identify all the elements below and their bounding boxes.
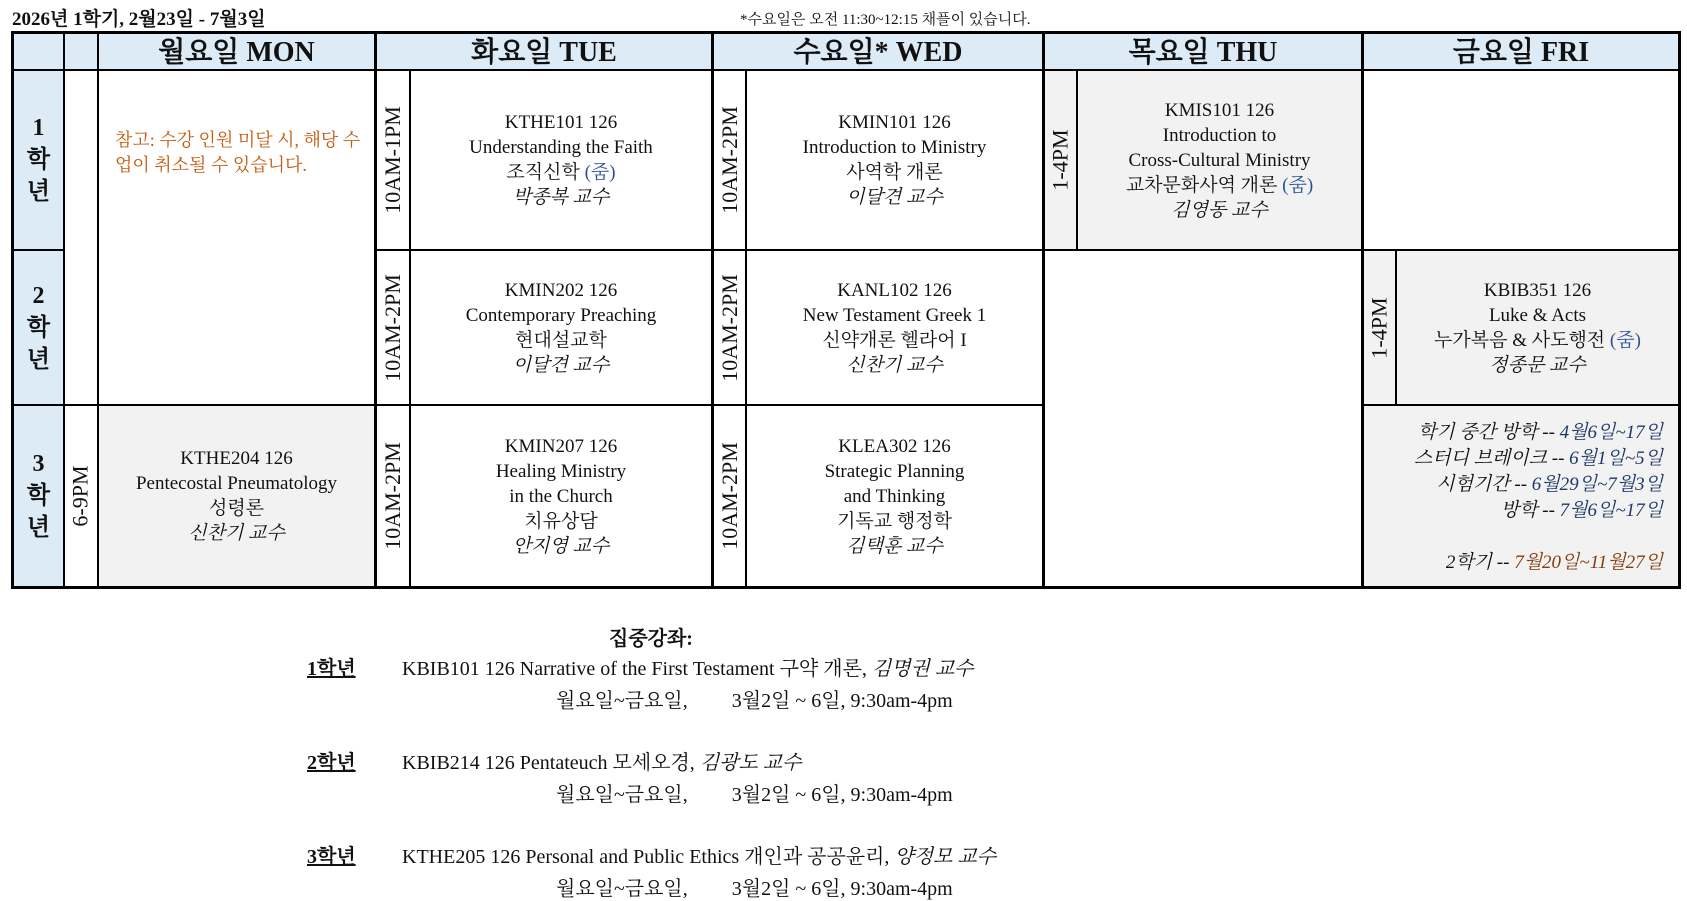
intensive-when-2: 월요일~금요일, 3월2일 ~ 6일, 9:30am-4pm (556, 784, 953, 806)
course-y3-wed: KLEA302 126 Strategic Planning and Thinking 기독교 행정학 김택훈 교수 (824, 435, 965, 557)
timetable (11, 31, 1681, 589)
intensive-course-1: KBIB101 126 Narrative of the First Testament 구약 개론, 김명권 교수 (402, 658, 974, 680)
course-y1-tue: KTHE101 126 Understanding the Faith 조직신학 (줌) 박종복 교수 (469, 112, 653, 208)
course-y2-fri: KBIB351 126 Luke & Acts 누가복음 & 사도행전 (줌) 정종문 교수 (1434, 279, 1641, 376)
course-y2-wed: KANL102 126 New Testament Greek 1 신약개론 헬라어 I 신찬기 교수 (802, 279, 987, 376)
day-header-thu: 목요일 THU (1128, 37, 1278, 68)
day-header-tue: 화요일 TUE (471, 37, 617, 68)
day-header-mon: 월요일 MON (158, 37, 315, 68)
time-y3-wed: 10AM-2PM (716, 442, 742, 550)
course-y3-tue: KMIN207 126 Healing Ministry in the Church 치유상담 안지영 교수 (495, 435, 627, 557)
course-y2-tue: KMIN202 126 Contemporary Preaching 현대설교학 이달견 교수 (465, 279, 657, 376)
course-y1-wed: KMIN101 126 Introduction to Ministry 사역학 개론 이달견 교수 (802, 112, 987, 208)
intensive-when-3: 월요일~금요일, 3월2일 ~ 6일, 9:30am-4pm (556, 878, 953, 900)
time-y1-wed: 10AM-2PM (716, 106, 742, 214)
chapel-note: *수요일은 오전 11:30~12:15 채플이 있습니다. (740, 12, 1031, 28)
time-y2-wed: 10AM-2PM (716, 273, 742, 382)
break-second-semester: 2학기 -- 7월20일~11월27일 (1445, 552, 1663, 573)
break-vacation: 방학 -- 7월6일~17일 (1500, 500, 1663, 521)
year-header-1: 1 학 년 (26, 115, 51, 205)
intensive-year-3: 3학년 (307, 846, 356, 868)
year-header-2: 2 학 년 (26, 282, 51, 373)
time-y3-mon: 6-9PM (68, 465, 93, 527)
time-y2-tue: 10AM-2PM (380, 273, 406, 382)
break-study: 스터디 브레이크 -- 6월1일~5일 (1413, 448, 1663, 469)
intensive-course-2: KBIB214 126 Pentateuch 모세오경, 김광도 교수 (402, 752, 802, 774)
intensive-course-3: KTHE205 126 Personal and Public Ethics 개인과 공공윤리, 양정모 교수 (402, 846, 997, 868)
time-y2-fri: 1-4PM (1366, 296, 1392, 359)
time-y1-tue: 10AM-1PM (380, 106, 406, 214)
monday-cancel-note: 참고: 수강 인원 미달 시, 해당 수업이 취소될 수 있습니다. (115, 130, 361, 175)
course-y1-thu: KMIS101 126 Introduction to Cross-Cultural Ministry 교차문화사역 개론 (줌) 김영동 교수 (1125, 99, 1314, 221)
time-y3-tue: 10AM-2PM (380, 442, 406, 550)
intensive-title: 집중강좌: (609, 628, 693, 650)
intensive-year-2: 2학년 (307, 752, 356, 774)
term-title: 2026년 1학기, 2월23일 - 7월3일 (12, 9, 266, 30)
day-header-fri: 금요일 FRI (1452, 37, 1590, 68)
day-header-wed: 수요일* WED (793, 37, 963, 68)
break-exams: 시험기간 -- 6월29일~7월3일 (1436, 474, 1663, 495)
intensive-year-1: 1학년 (307, 658, 356, 680)
time-y1-thu: 1-4PM (1047, 129, 1073, 191)
course-y3-mon: KTHE204 126 Pentecostal Pneumatology 성령론 신찬기 교수 (135, 448, 338, 544)
intensive-when-1: 월요일~금요일, 3월2일 ~ 6일, 9:30am-4pm (556, 690, 953, 712)
break-midterm: 학기 중간 방학 -- 4월6일~17일 (1417, 422, 1663, 443)
year-header-3: 3 학 년 (26, 451, 51, 541)
